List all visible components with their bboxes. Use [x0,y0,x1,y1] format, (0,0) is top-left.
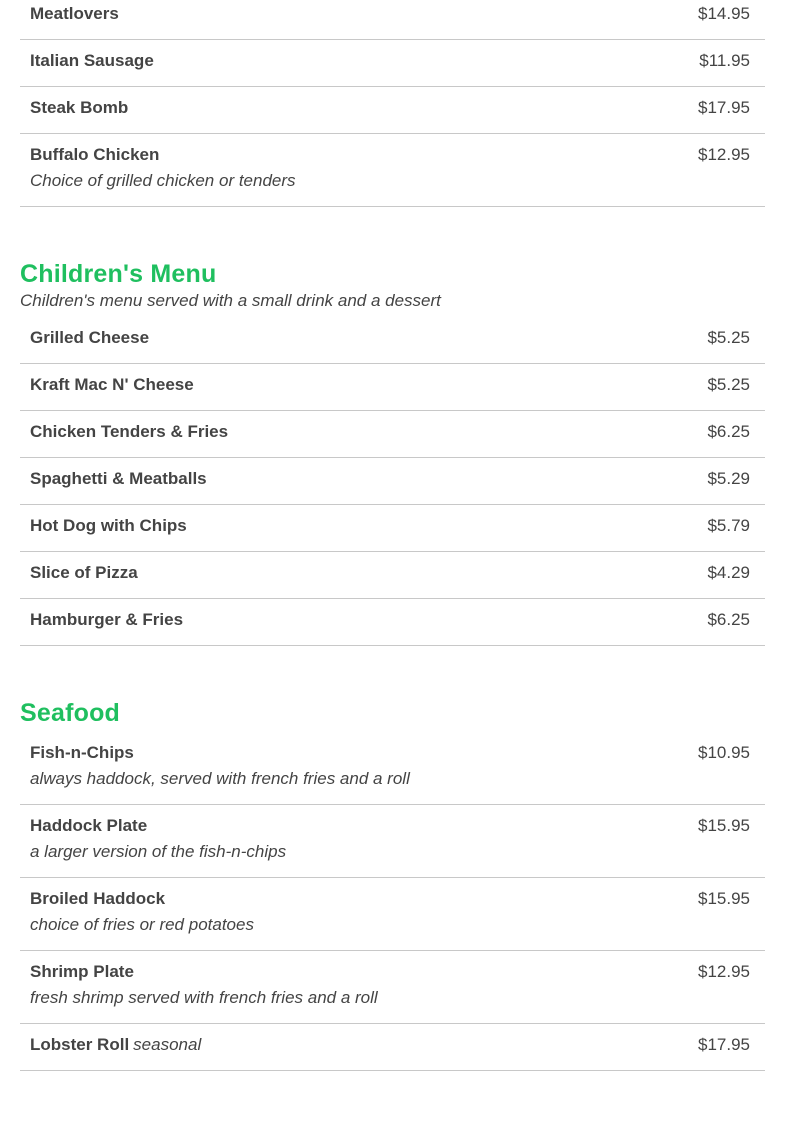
menu-item [20,40,765,87]
menu-item [20,458,765,505]
item-name: Shrimp Plate [30,962,134,981]
menu-item [20,1024,765,1071]
item-name: Steak Bomb [30,98,129,117]
item-price: $14.95 [698,4,750,23]
item-name: Slice of Pizza [30,563,138,582]
menu-item [20,805,765,878]
menu-item [20,134,765,207]
menu-list [20,0,765,207]
item-name: Buffalo Chicken [30,145,160,164]
menu-item [20,0,765,40]
section-description: Children's menu served with a small drink and a dessert [20,291,441,310]
item-description: fresh shrimp served with french fries and a roll [30,988,378,1007]
item-description: always haddock, served with french fries and a roll [30,769,410,788]
item-name: Fish-n-Chips [30,743,134,762]
item-price: $11.95 [699,51,750,70]
section-title: Seafood [20,699,121,727]
item-note: seasonal [133,1035,202,1054]
item-price: $5.25 [707,375,750,394]
item-price: $17.95 [698,1035,750,1054]
item-description: choice of fries or red potatoes [30,915,254,934]
menu-list [20,317,765,646]
item-price: $6.25 [707,422,750,441]
item-price: $12.95 [698,145,750,164]
item-description: a larger version of the fish-n-chips [30,842,287,861]
item-price: $5.25 [707,328,750,347]
item-price: $17.95 [698,98,750,117]
menu-item [20,87,765,134]
item-name: Chicken Tenders & Fries [30,422,229,441]
item-price: $15.95 [698,889,750,908]
item-name: Grilled Cheese [30,328,150,347]
menu-item [20,364,765,411]
item-name: Kraft Mac N' Cheese [30,375,194,394]
item-price: $12.95 [698,962,750,981]
menu-section-seafood [20,698,765,1071]
item-name: Lobster Roll [30,1035,130,1054]
item-name: Spaghetti & Meatballs [30,469,207,488]
item-name: Hot Dog with Chips [30,516,187,535]
item-name: Italian Sausage [30,51,154,70]
menu-item [20,505,765,552]
item-price: $6.25 [707,610,750,629]
menu-item [20,411,765,458]
section-title: Children's Menu [20,260,217,288]
menu-section-childrens [20,259,765,646]
menu-section-sandwiches [20,0,765,207]
item-description: Choice of grilled chicken or tenders [30,171,296,190]
menu-item [20,951,765,1024]
menu-item [20,552,765,599]
menu-page [20,0,765,1123]
menu-item [20,732,765,805]
item-price: $5.79 [707,516,750,535]
item-price: $15.95 [698,816,750,835]
item-name: Hamburger & Fries [30,610,184,629]
menu-list [20,732,765,1071]
item-price: $4.29 [707,563,750,582]
item-name: Broiled Haddock [30,889,166,908]
menu-item [20,599,765,646]
item-name: Haddock Plate [30,816,148,835]
item-price: $5.29 [707,469,750,488]
item-price: $10.95 [698,743,750,762]
menu-item [20,878,765,951]
item-name: Meatlovers [30,4,119,23]
menu-item [20,317,765,364]
